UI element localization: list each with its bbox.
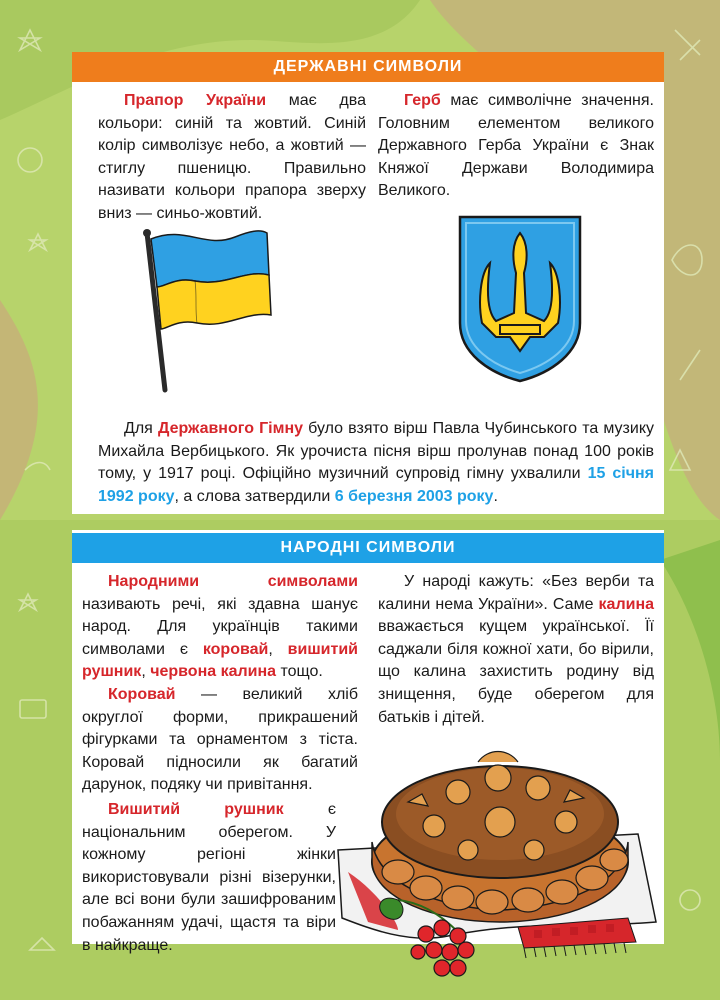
folk-symbols-term: Народними символами [108, 573, 358, 590]
anthem-term: Державного Гімну [157, 420, 304, 437]
rushnyk-text: є національним оберегом. У кожному регіоні жінки використовували різні візерунки, але всі вони були зашифрованим побажанням удачі, щастя та віри в найкраще. [82, 801, 336, 954]
music-adoption-date: 15 січня 1992 року [98, 465, 655, 505]
korovai-text: — великий хліб округлої форми, прикрашений фігурками та орнаментом з тіста. Коровай підносили як багатий дарунок, подяку чи привітання. [82, 685, 358, 794]
kalyna-paragraph [378, 571, 654, 729]
anthem-text-3: , а слова затвердили [174, 487, 335, 505]
flag-text: має два кольори: синій та жовтий. Синій колір символізує небо, а жовтий — стиглу пшеницю. Правильно називати кольори прапора зверху вниз — синьо-жовтий. [98, 92, 366, 222]
lyrics-adoption-date: 6 березня 2003 року [334, 487, 494, 505]
korovai-term-inline: коровай [202, 640, 269, 658]
kalyna-term-inline: червона калина [150, 663, 277, 681]
coat-paragraph [378, 90, 654, 203]
korovai-illustration [338, 722, 664, 992]
rushnyk-term: Вишитий рушник [108, 801, 284, 818]
rushnyk-term-inline: вишитий рушник [82, 640, 359, 681]
kalyna-text-1: У народі кажуть: «Без верби та калини нема України». Саме [378, 573, 654, 613]
state-symbols-heading: ДЕРЖАВНІ СИМВОЛИ [72, 52, 664, 82]
kalyna-term: калина [598, 595, 654, 613]
anthem-text-1: Для [124, 420, 158, 437]
kalyna-text-2: вважається кущем української. Її саджали біля кожної хати, бо вірили, що калина захистить родину від знищення, буде оберегом для батьків і дітей. [378, 618, 654, 726]
flag-illustration [135, 225, 275, 395]
folk-symbols-heading: НАРОДНІ СИМВОЛИ [72, 533, 664, 563]
folk-left-column [82, 571, 358, 797]
folk-intro-paragraph [82, 571, 358, 684]
folk-intro-comma-1: , [268, 640, 288, 658]
anthem-text-4: . [493, 487, 498, 505]
folk-intro-comma-2: , [141, 663, 151, 681]
anthem-paragraph [98, 418, 654, 508]
coat-text: має символічне значення. Головним елементом великого Державного Герба України є Знак Княжої Держави Володимира Великого. [378, 92, 654, 200]
folk-intro-text-1: називають речі, які здавна шанує народ. Для українців такими символами є [82, 595, 358, 658]
korovai-term: Коровай [108, 685, 176, 703]
flag-term: Прапор України [124, 92, 267, 109]
coat-term: Герб [404, 92, 441, 109]
rushnyk-paragraph [82, 799, 336, 957]
anthem-text-2: було взято вірш Павла Чубинського та музику Михайла Вербицького. Як урочиста пісня вірш пролунав понад 100 років тому, у 1917 році. Офіційно музичний супровід гімну ухвалили [98, 420, 654, 483]
coat-of-arms-illustration [456, 213, 584, 383]
flag-paragraph [98, 90, 366, 226]
folk-intro-text-2: тощо. [276, 663, 323, 681]
korovai-paragraph [82, 684, 358, 797]
